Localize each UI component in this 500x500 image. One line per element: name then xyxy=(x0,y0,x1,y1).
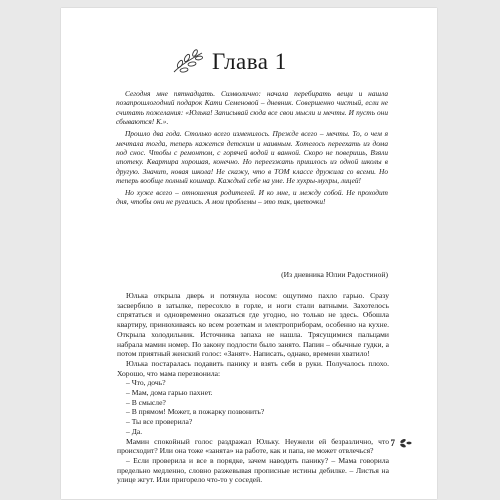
page-number-text: 7 xyxy=(390,438,395,448)
book-page xyxy=(61,8,437,499)
diary-excerpt xyxy=(116,89,388,209)
diary-paragraph: Сегодня мне пятнадцать. Символично: начала перебирать вещи и нашла позапрошлогодний подарок Кати Семеновой – дневник. Совершенно чистый, если не считать пожелания: «Юлька! Записывай сюда все свои мысли и мечты. И пусть они сбываются! К.». xyxy=(116,89,388,127)
body-paragraph: – Если проверила и все в порядке, зачем наводить панику? – Мама говорила предельно медленно, словно разжевывая прописные истины дебилке. – Листья на улице жгут. Или пригорело что-то у соседей. xyxy=(117,455,389,485)
chapter-body xyxy=(117,291,389,485)
chapter-title: Глава 1 xyxy=(212,49,287,74)
diary-paragraph: Но хуже всего – отношения родителей. И ко мне, и между собой. Не проходит дня, чтобы они не ругались. А мои проблемы – это так, цветочки! xyxy=(116,188,388,207)
dialogue-line: – Да. xyxy=(126,426,143,436)
leaf-sprig-icon xyxy=(398,438,412,448)
diary-paragraph: Прошло два года. Столько всего изменилось. Прежде всего – мечты. То, о чем я мечтала тогда, теперь кажется детским и наивным. Хотелось переехать из дома под снос. Чтобы с ремонтом, с горячей водой и ванной. Скоро не поверишь, Взяли ипотеку. Квартира хорошая, конечно. Но переезжать пришлось из одной школы в другую. Значит, новая школа! Не скажу, что в ТОМ классе дружила со всеми. Но теперь вообще полный кошмар. Каждый себе на уме. Не хухры-мухры, лицей! xyxy=(116,129,388,186)
diary-source: (Из дневника Юлии Радостиной) xyxy=(281,270,388,279)
dialogue-line: – Ты все проверила? xyxy=(126,417,193,427)
chapter-heading xyxy=(171,48,287,76)
body-paragraph: Мамин спокойный голос раздражал Юльку. Неужели ей безразлично, что происходит? Или она тоже «занята» на работе, как и папа, не может отвлечься? xyxy=(117,436,389,456)
body-paragraph: Юлька постаралась подавить панику и взять себя в руки. Получалось плохо. Хорошо, что мама перезвонила: xyxy=(117,358,389,378)
dialogue-line: – Мам, дома гарью пахнет. xyxy=(126,388,213,398)
page-number xyxy=(391,438,413,448)
body-paragraph: Юлька открыла дверь и потянула носом: ощутимо пахло гарью. Сразу засвербило в затылке, пересохло в горле, и ноги стали ватными. Захотелось спрятаться и одновременно оказаться где угодно, но только не здесь. Обошла квартиру, принюхиваясь ко всем розеткам и электроприборам, особенно на кухне. Открыла холодильник. Источника запаха не нашла. Трясущимися пальцами набрала мамин номер. По закону подлости было занято. Папин – обычные гудки, а потом приятный женский голос: «Занят». Написать, однако, времени хватило! xyxy=(117,291,389,359)
dialogue-line: – Что, дочь? xyxy=(126,378,166,388)
dialogue-line: – В смысле? xyxy=(126,397,166,407)
dialogue-line: – В прямом! Может, в пожарку позвонить? xyxy=(126,407,265,417)
leaf-branch-icon xyxy=(171,49,205,75)
